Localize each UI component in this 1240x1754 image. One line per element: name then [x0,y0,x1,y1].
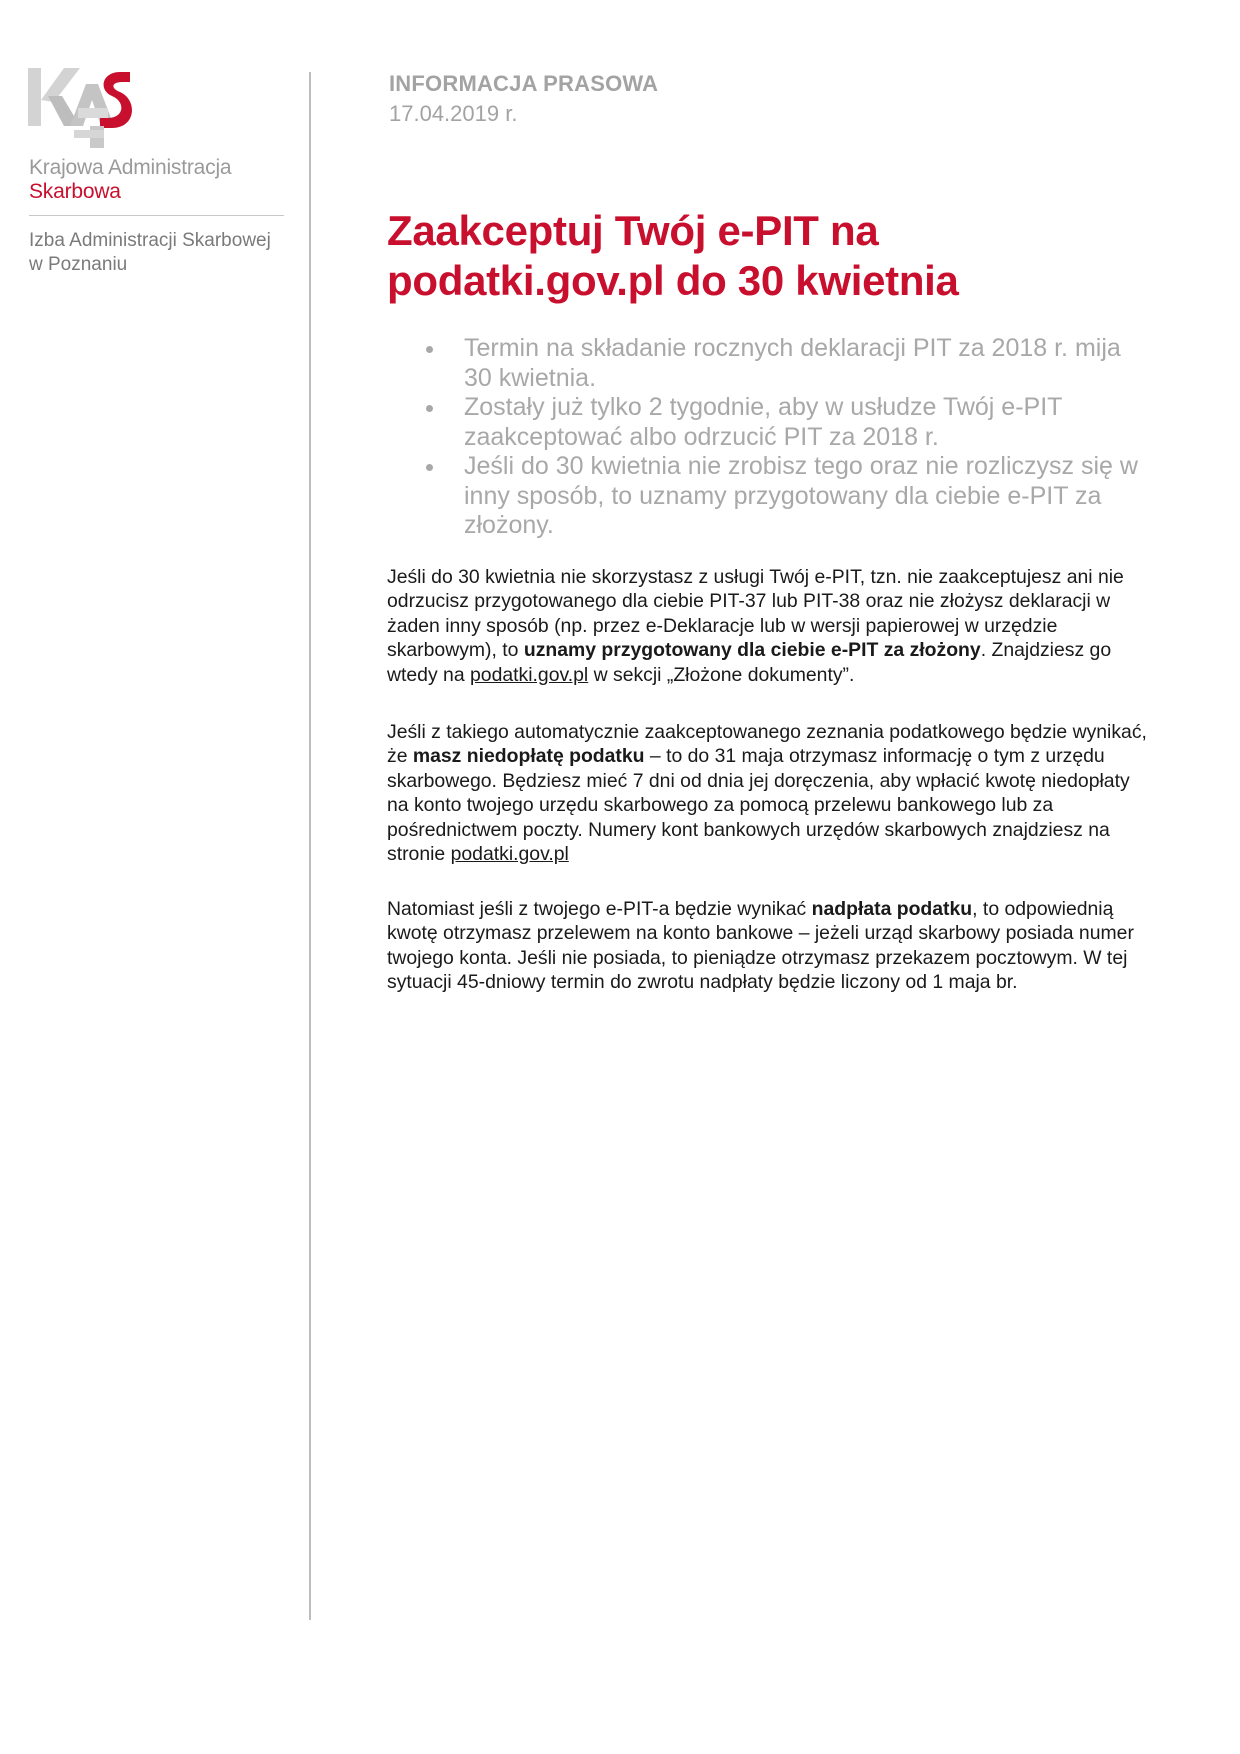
podatki-link[interactable]: podatki.gov.pl [470,663,589,686]
org-name-line1: Krajowa Administracja [29,156,232,179]
org-name [29,156,231,204]
p2-text-a: Jeśli z takiego automatycznie zaakceptowanego zeznania podatkowego będzie wynikać, że [387,721,1147,768]
document-type-label: INFORMACJA PRASOWA [389,71,659,96]
title-line1: Zaakceptuj Twój e-PIT na [387,207,879,254]
key-point-item [424,334,1144,393]
kas-logo [28,66,138,150]
p3-text-b: , to odpowiednią kwotę otrzymasz przelewem na konto bankowe – jeżeli urząd skarbowy posiada numer twojego konta. Jeśli nie posiada, to pieniądze otrzymasz przekazem pocztowym. W tej sytuacji 45-dniowy termin do zwrotu nadpłaty będzie liczony od 1 maja br. [387,898,1134,994]
key-point-text: Termin na składanie rocznych deklaracji PIT za 2018 r. mija 30 kwietnia. [464,334,1121,392]
p2-text-b: – to do 31 maja otrzymasz informację o tym z urzędu skarbowego. Będziesz mieć 7 dni od dnia jej doręczenia, aby wpłacić kwotę niedopłaty na konto twojego urzędu skarbowego za pomocą przelewu bankowego lub za pośrednictwem poczty. Numery kont bankowych urzędów skarbowych znajdziesz na stronie [387,745,1130,866]
body-paragraph-1 [387,565,1147,687]
key-points-list [424,334,1144,541]
key-point-item [424,393,1144,452]
org-name-line2: Skarbowa [29,180,121,203]
key-point-text: Jeśli do 30 kwietnia nie zrobisz tego oraz nie rozliczysz się w inny sposób, to uznamy przygotowany dla ciebie e-PIT za złożony. [464,452,1138,539]
p2-bold: masz niedopłatę podatku [412,745,645,768]
p1-bold: uznamy przygotowany dla ciebie e-PIT za złożony [523,639,981,662]
key-point-text: Zostały już tylko 2 tygodnie, aby w usłudze Twój e-PIT zaakceptować albo odrzucić PIT za 2018 r. [464,393,1062,451]
vertical-divider [309,72,311,1620]
p1-text-b: . Znajdziesz go wtedy na [387,639,1112,686]
logo-text: KAS [28,66,31,67]
bullet-icon [426,346,433,353]
p1-text-c: w sekcji „Złożone dokumenty”. [588,663,855,686]
bullet-icon [426,464,433,471]
p3-bold: nadpłata podatku [811,898,973,920]
unit-name-line2: w Poznaniu [29,254,128,275]
body-paragraph-3 [387,897,1147,995]
p1-text-a: Jeśli do 30 kwietnia nie skorzystasz z usługi Twój e-PIT, tzn. nie zaakceptujesz ani nie odrzucisz przygotowanego dla ciebie PIT-37 lub PIT-38 oraz nie złożysz deklaracji w żaden inny sposób (np. przez e-Deklaracje lub w wersji papierowej w urzędzie skarbowym), to [387,566,1124,662]
title-line2: podatki.gov.pl do 30 kwietnia [387,257,959,304]
bullet-icon [426,405,433,412]
p3-text-a: Natomiast jeśli z twojego e-PIT-a będzie wynikać [387,898,812,920]
podatki-link[interactable]: podatki.gov.pl [450,843,569,866]
unit-name-line1: Izba Administracji Skarbowej [29,230,271,251]
unit-name [29,229,271,277]
page-title [387,206,1147,306]
document-date: 17.04.2019 r. [389,101,518,126]
body-paragraph-2 [387,720,1147,866]
key-point-item [424,452,1144,541]
sidebar-divider [29,215,284,216]
